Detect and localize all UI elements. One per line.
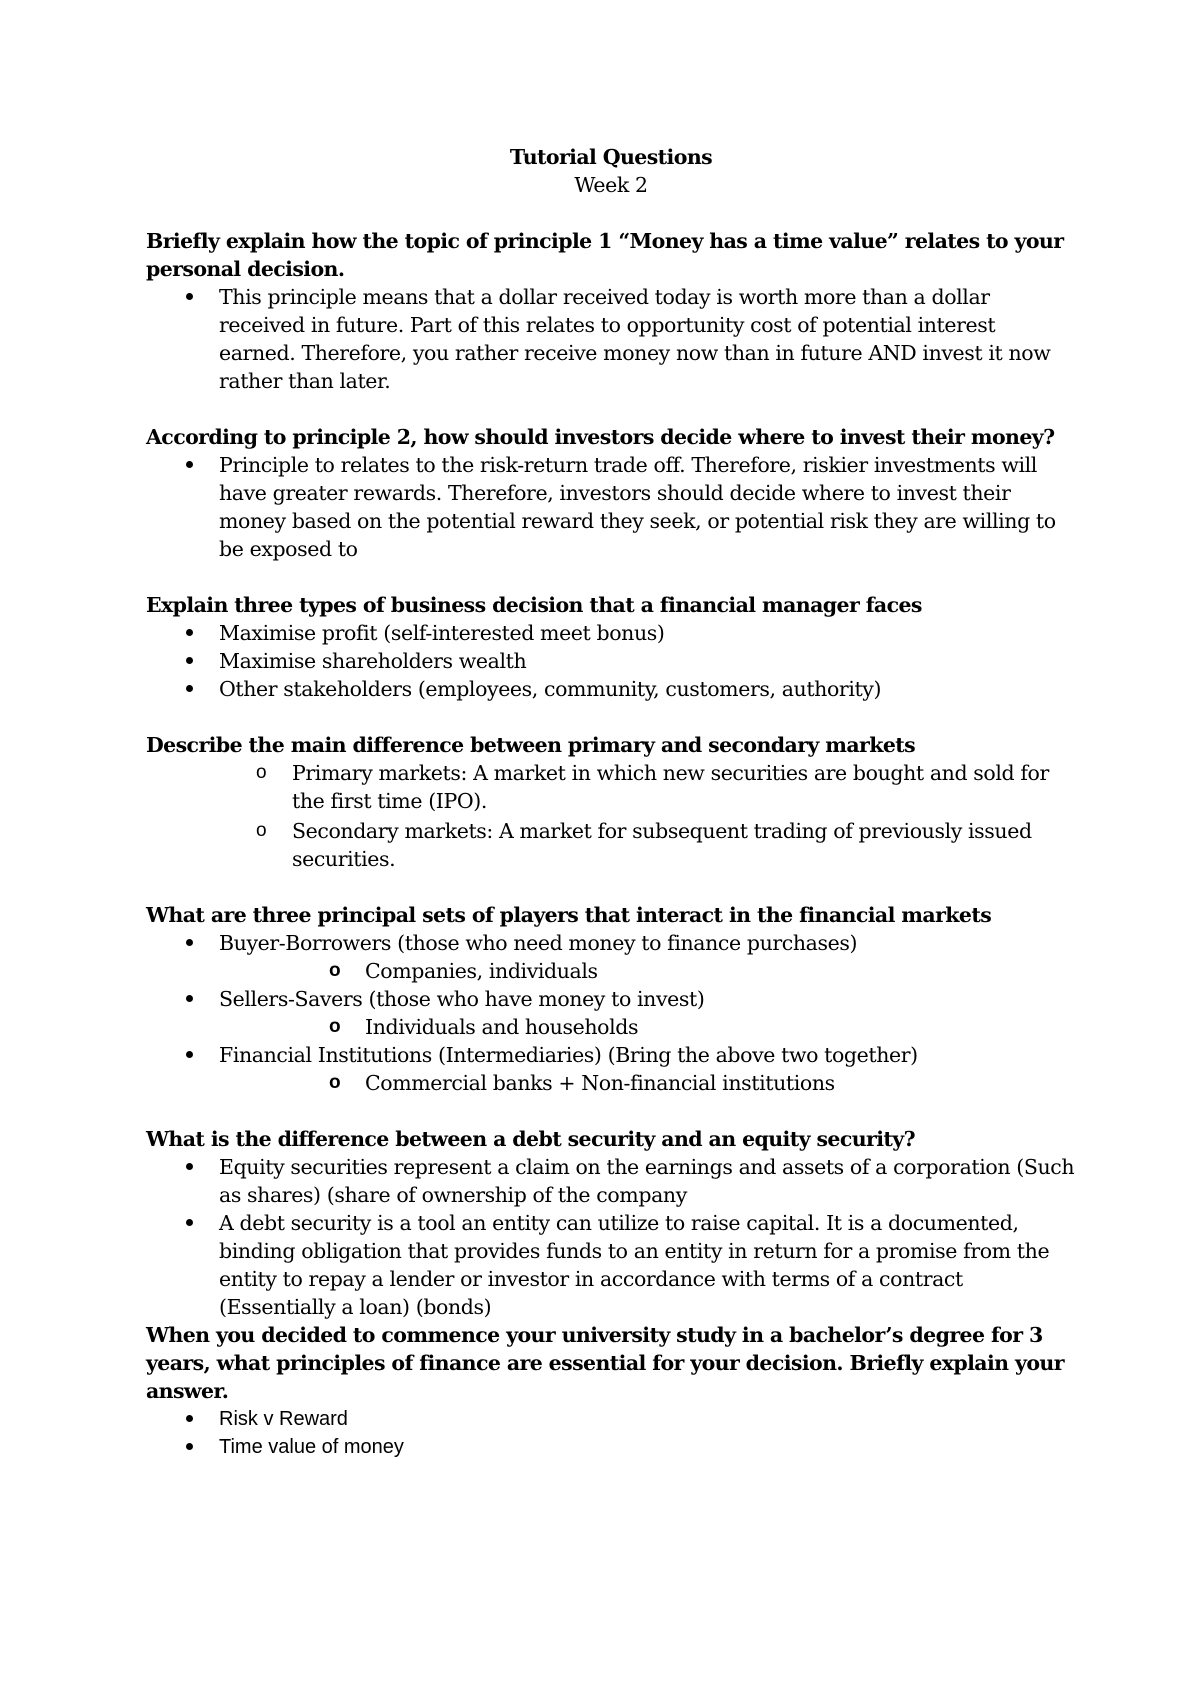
sub-list xyxy=(219,1013,1076,1041)
answer-item: Other stakeholders (employees, community, customers, authority) xyxy=(146,675,1076,703)
answer-list xyxy=(146,759,1076,873)
answer-item: A debt security is a tool an entity can utilize to raise capital. It is a documented, binding obligation that provides funds to an entity in return for a promise from the entity to repay a lender or investor in accordance with terms of a contract (Essentially a loan) (bonds) xyxy=(146,1209,1076,1321)
document-subtitle: Week 2 xyxy=(574,173,648,197)
answer-item: Maximise shareholders wealth xyxy=(146,647,1076,675)
sub-list xyxy=(219,1069,1076,1097)
answer-text: Financial Institutions (Intermediaries) (Bring the above two together) xyxy=(219,1043,918,1067)
question-heading: What are three principal sets of players that interact in the financial markets xyxy=(146,903,992,927)
question-heading: Briefly explain how the topic of principle 1 “Money has a time value” relates to your personal decision. xyxy=(146,229,1064,281)
answer-item: o Primary markets: A market in which new securities are bought and sold for the first time (IPO). xyxy=(146,759,1076,815)
document-title: Tutorial Questions xyxy=(509,145,713,169)
answer-list xyxy=(146,929,1076,1097)
answer-list xyxy=(146,283,1076,395)
answer-item: Principle to relates to the risk-return trade off. Therefore, riskier investments will have greater rewards. Therefore, investors should decide where to invest their money based on the potential reward they seek, or potential risk they are willing to be exposed to xyxy=(146,451,1076,563)
question-heading: Explain three types of business decision that a financial manager faces xyxy=(146,593,922,617)
section-markets xyxy=(146,731,1076,873)
section-university-study xyxy=(146,1321,1076,1461)
answer-item: This principle means that a dollar received today is worth more than a dollar received in future. Part of this relates to opportunity cost of potential interest earned. Therefore, you rather receive money now than in future AND invest it now rather than later. xyxy=(146,283,1076,395)
sub-item: o Individuals and households xyxy=(219,1013,1076,1041)
answer-item: Equity securities represent a claim on the earnings and assets of a corporation (Such as shares) (share of ownership of the company xyxy=(146,1153,1076,1209)
answer-list xyxy=(146,619,1076,703)
document-page xyxy=(146,143,1076,1461)
answer-item: Time value of money xyxy=(146,1433,1076,1461)
section-business-decisions xyxy=(146,591,1076,703)
answer-item xyxy=(146,985,1076,1041)
sub-item: o Companies, individuals xyxy=(219,957,1076,985)
answer-list xyxy=(146,1405,1076,1461)
answer-item: o Secondary markets: A market for subsequent trading of previously issued securities. xyxy=(146,817,1076,873)
answer-list xyxy=(146,1153,1076,1321)
section-market-players xyxy=(146,901,1076,1097)
section-debt-equity xyxy=(146,1125,1076,1321)
sub-item: o Commercial banks + Non-financial institutions xyxy=(219,1069,1076,1097)
question-heading: What is the difference between a debt security and an equity security? xyxy=(146,1127,916,1151)
answer-text: Sellers-Savers (those who have money to invest) xyxy=(219,987,705,1011)
section-principle-1 xyxy=(146,227,1076,395)
question-heading: Describe the main difference between primary and secondary markets xyxy=(146,733,916,757)
answer-item xyxy=(146,929,1076,985)
question-heading: When you decided to commence your university study in a bachelor’s degree for 3 years, what principles of finance are essential for your decision. Briefly explain your answer. xyxy=(146,1323,1064,1403)
title-block xyxy=(146,143,1076,199)
answer-text: Buyer-Borrowers (those who need money to finance purchases) xyxy=(219,931,858,955)
answer-item xyxy=(146,1041,1076,1097)
question-heading: According to principle 2, how should investors decide where to invest their money? xyxy=(146,425,1055,449)
section-principle-2 xyxy=(146,423,1076,563)
answer-list xyxy=(146,451,1076,563)
answer-item: Maximise profit (self-interested meet bonus) xyxy=(146,619,1076,647)
sub-list xyxy=(219,957,1076,985)
answer-item: Risk v Reward xyxy=(146,1405,1076,1433)
